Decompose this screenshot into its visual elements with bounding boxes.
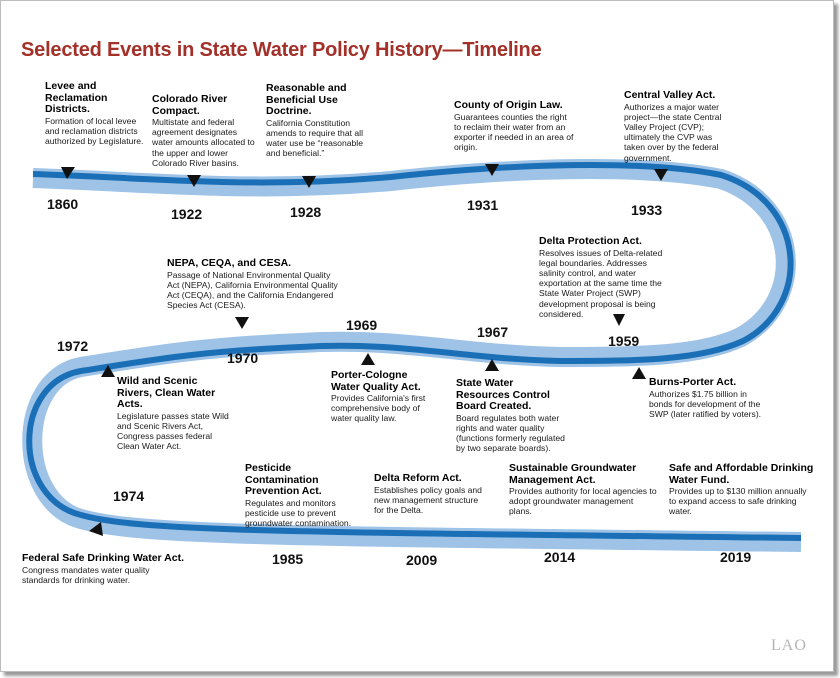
year-1974: 1974	[113, 488, 145, 504]
year-1959: 1959	[608, 333, 640, 349]
year-1970: 1970	[227, 350, 259, 366]
event-1970	[167, 258, 339, 310]
event-text: California Constitution amends to require that all water use be “reasonable and beneficial.”	[266, 117, 363, 159]
event-title: Sustainable Groundwater Management Act.	[509, 462, 637, 486]
event-1860	[45, 81, 145, 146]
event-1922	[152, 94, 258, 168]
year-1928: 1928	[290, 204, 322, 220]
event-1972	[117, 376, 233, 451]
event-title: Delta Reform Act.	[374, 472, 462, 484]
event-text: Congress mandates water quality standards for drinking water.	[22, 564, 150, 585]
event-title: County of Origin Law.	[454, 99, 563, 111]
event-title: State Water Resources Control Board Created.	[456, 377, 550, 412]
event-1931	[454, 100, 574, 152]
year-1985: 1985	[272, 551, 304, 567]
event-text: Provides authority for local agencies to adopt groundwater management plans.	[509, 486, 657, 517]
year-1933: 1933	[631, 202, 663, 218]
year-2014: 2014	[544, 549, 576, 565]
event-title: Pesticide Contamination Prevention Act.	[245, 462, 322, 497]
marker-1959-b	[632, 367, 646, 379]
event-1959-burns	[649, 377, 769, 419]
event-text: Establishes policy goals and new management structure for the Delta.	[374, 484, 482, 515]
event-title: Burns-Porter Act.	[649, 376, 737, 388]
event-1974	[22, 553, 187, 585]
event-text: Provides up to $130 million annually to expand access to safe drinking water.	[669, 486, 807, 517]
lao-logo: LAO	[771, 637, 807, 654]
event-title: Wild and Scenic Rivers, Clean Water Acts.	[117, 375, 216, 410]
event-title: Porter-Cologne Water Quality Act.	[331, 369, 421, 393]
event-text: Formation of local levee and reclamation districts authorized by Legislature.	[45, 115, 144, 146]
marker-1970	[235, 317, 249, 329]
event-title: Colorado River Compact.	[152, 93, 228, 117]
event-text: Passage of National Environmental Quality Act (NEPA), California Environmental Quality Act (CEQA), and the California Endangered Species Act (CESA).	[167, 269, 338, 311]
event-2009	[374, 473, 486, 515]
event-2014	[509, 463, 657, 517]
event-text: Provides California's first comprehensive body of water quality law.	[331, 393, 426, 424]
event-title: Delta Protection Act.	[539, 235, 642, 247]
event-text: Multistate and federal agreement designates water amounts allocated to the upper and lower Colorado River basins.	[152, 117, 255, 168]
marker-1969	[361, 353, 375, 365]
event-1928	[266, 83, 366, 158]
event-1959-delta	[539, 236, 667, 319]
event-title: Central Valley Act.	[624, 89, 716, 101]
event-text: Guarantees counties the right to reclaim their water from an exporter if needed in an area of origin.	[454, 111, 574, 153]
event-text: Authorizes $1.75 billion in bonds for development of the SWP (later ratified by voters).	[649, 388, 762, 419]
event-title: Reasonable and Beneficial Use Doctrine.	[266, 82, 347, 117]
year-2019: 2019	[720, 549, 752, 565]
year-1967: 1967	[477, 324, 509, 340]
year-1931: 1931	[467, 197, 499, 213]
event-text: Legislature passes state Wild and Scenic Rivers Act, Congress passes federal Clean Water Act.	[117, 410, 229, 452]
year-1922: 1922	[171, 206, 203, 222]
event-title: NEPA, CEQA, and CESA.	[167, 257, 292, 269]
event-title: Levee and Reclamation Districts.	[45, 80, 108, 115]
page-title: Selected Events in State Water Policy History—Timeline	[21, 39, 542, 61]
event-text: Regulates and monitors pesticide use to prevent groundwater contamination.	[245, 497, 352, 528]
year-2009: 2009	[406, 552, 438, 568]
event-text: Resolves issues of Delta-related legal boundaries. Addresses salinity control, and water exportation at the same time the State Water Project (SWP) development proposal is being considered.	[539, 247, 663, 319]
year-1972: 1972	[57, 338, 89, 354]
event-title: Safe and Affordable Drinking Water Fund.	[669, 462, 814, 486]
event-1967	[456, 378, 568, 453]
year-1969: 1969	[346, 317, 378, 333]
event-title: Federal Safe Drinking Water Act.	[22, 552, 185, 564]
event-2019	[669, 463, 815, 517]
event-text: Authorizes a major water project—the state Central Valley Project (CVP); ultimately the CVP was taken over by the federal government.	[624, 101, 722, 163]
year-1860: 1860	[47, 196, 79, 212]
event-text: Board regulates both water rights and water quality (functions formerly regulated by two separate boards).	[456, 412, 565, 454]
event-1933	[624, 90, 724, 163]
event-1969	[331, 370, 433, 424]
event-1985	[245, 463, 363, 528]
